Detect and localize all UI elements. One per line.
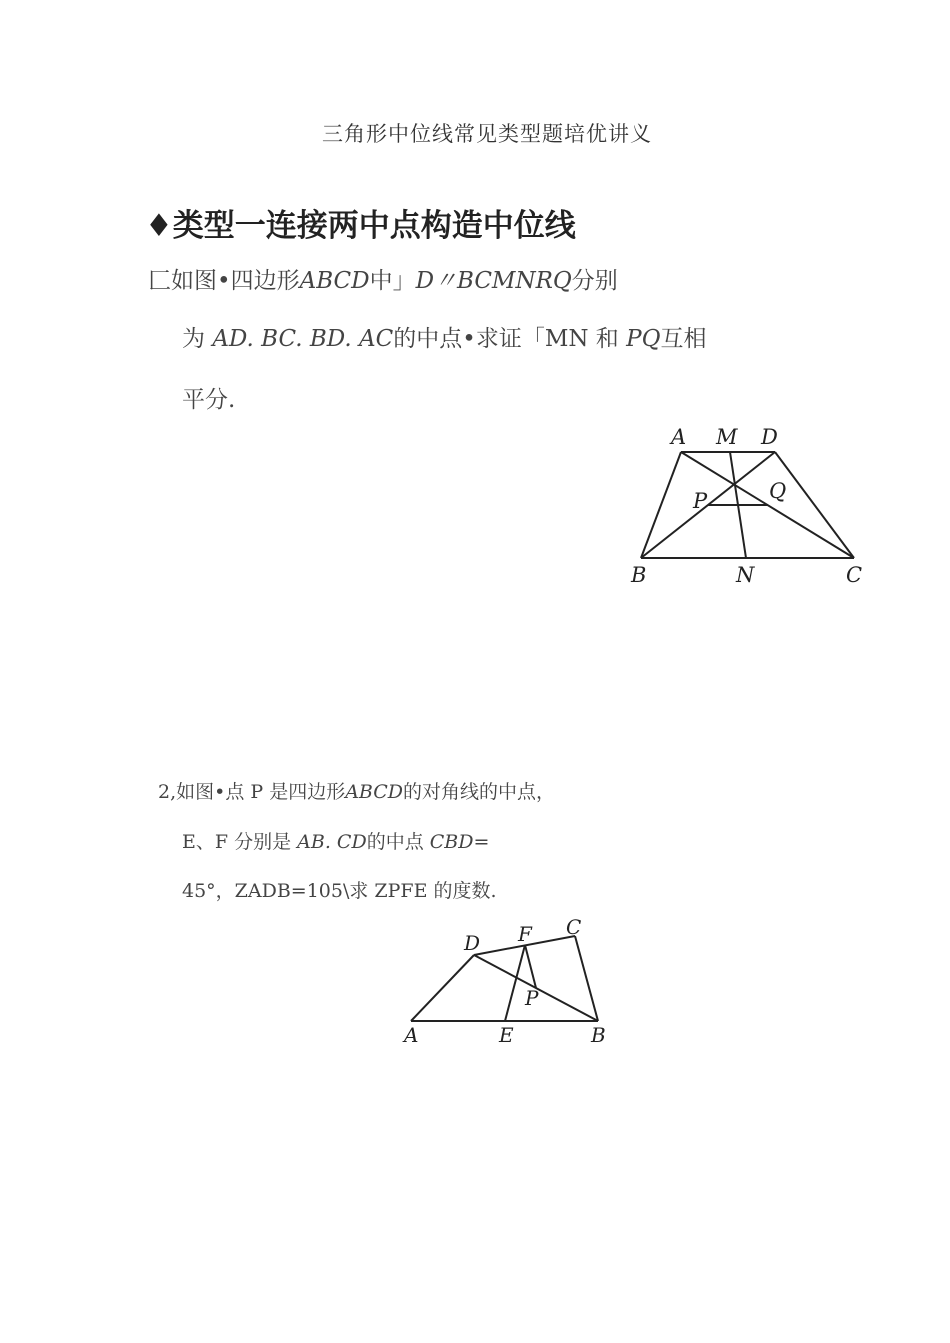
problem2-text: 的对角线的中点，	[403, 781, 556, 803]
figure1-label-q: Q	[769, 479, 787, 503]
figure1-label-m: M	[716, 425, 738, 449]
figure1-label-n: N	[736, 563, 755, 587]
segment-dc	[775, 452, 854, 558]
figure2-label-d: D	[464, 931, 481, 955]
problem2-line3: 45°，ZADB=105\求 ZPFE 的度数.	[182, 880, 497, 902]
problem2-quad-name: ABCD	[345, 781, 404, 803]
figure2-quadrilateral	[400, 915, 620, 1050]
problem2-text: 的中点	[366, 831, 424, 853]
problem1-text: 分别	[571, 268, 618, 294]
problem2-angle: CBD=	[429, 831, 490, 853]
figure2-label-c: C	[566, 915, 582, 939]
problem1-line1	[148, 262, 618, 295]
problem1-text: 」	[392, 268, 416, 294]
figure2-label-e: E	[499, 1023, 514, 1047]
problem1-text: 互相	[660, 326, 707, 352]
problem2-text: 2,如图•点 P 是四边形	[158, 781, 346, 803]
problem2-text: E、F 分别是	[182, 831, 292, 853]
segment-fe	[505, 945, 525, 1021]
problem1-line3: 平分.	[182, 387, 236, 413]
problem1-text: 中	[369, 268, 393, 294]
figure1-label-c: C	[846, 563, 863, 587]
problem1-segment-pq: PQ	[626, 326, 661, 352]
figure1-label-p: P	[693, 489, 708, 513]
segment-fp	[525, 945, 536, 988]
figure2-label-f: F	[518, 922, 532, 946]
problem1-text: 为	[182, 326, 205, 352]
problem1-text: 匚如图•四边形	[148, 268, 300, 294]
problem2-segments: AB. CD	[297, 831, 367, 853]
problem1-line2	[182, 320, 706, 353]
figure2-label-p: P	[525, 986, 539, 1010]
problem2-line2	[182, 827, 489, 854]
segment-bc	[575, 936, 598, 1021]
figure2-label-a: A	[404, 1023, 419, 1047]
problem1-segments: AD. BC. BD. AC	[212, 326, 394, 352]
problem2-line1	[158, 777, 555, 804]
section-heading: ♦类型一连接两中点构造中位线	[145, 208, 576, 244]
page-title: 三角形中位线常见类型题培优讲义	[322, 122, 652, 146]
figure1-label-b: B	[631, 563, 647, 587]
segment-ad	[411, 955, 474, 1021]
figure1-trapezoid	[620, 420, 880, 595]
figure1-label-a: A	[671, 425, 687, 449]
problem1-quad-name: ABCD	[299, 268, 370, 294]
figure2-label-b: B	[591, 1023, 606, 1047]
problem1-segments: D〃BCMNRQ	[415, 268, 572, 294]
figure1-label-d: D	[761, 425, 778, 449]
problem1-text: 的中点•求证「MN 和	[393, 326, 619, 352]
